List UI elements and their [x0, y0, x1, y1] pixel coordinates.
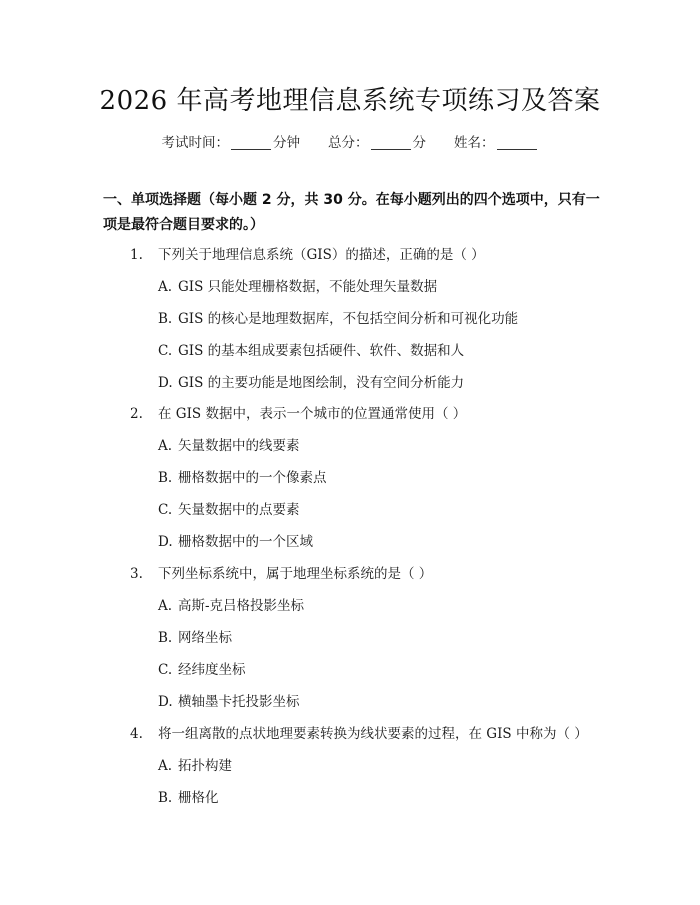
question-1-option-c [158, 339, 464, 359]
student-name-field [454, 131, 539, 151]
question-text: 下列关于地理信息系统（GIS）的描述，正确的是（ ） [158, 247, 485, 263]
exam-time-label: 考试时间： [161, 135, 229, 151]
question-2-option-a [158, 434, 300, 454]
student-name-label: 姓名： [454, 135, 495, 151]
exam-time-unit: 分钟 [273, 135, 300, 151]
total-score-blank [371, 135, 411, 150]
option-letter: D. [158, 534, 173, 550]
option-letter: B. [158, 790, 173, 806]
option-letter: D. [158, 375, 173, 391]
question-2-option-c [158, 498, 300, 518]
option-letter: A. [158, 438, 173, 454]
question-number: 3. [130, 566, 143, 582]
section-heading: 一、单项选择题（每小题 2 分，共 30 分。在每小题列出的四个选项中，只有一项是最符合题目要求的。） [103, 192, 600, 233]
question-3-option-a [158, 594, 304, 614]
exam-time-blank [231, 135, 271, 150]
option-letter: C. [158, 343, 173, 359]
option-letter: C. [158, 502, 173, 518]
exam-meta-row [0, 131, 700, 151]
question-3-option-b [158, 626, 232, 646]
option-letter: A. [158, 598, 173, 614]
question-text: 在 GIS 数据中，表示一个城市的位置通常使用（ ） [158, 406, 467, 422]
option-text: 拓扑构建 [178, 758, 232, 774]
total-score-field [328, 131, 426, 151]
option-text: 经纬度坐标 [178, 662, 246, 678]
question-4-option-a [158, 754, 232, 774]
option-text: 栅格数据中的一个像素点 [178, 470, 327, 486]
question-2-option-d [158, 530, 313, 550]
option-letter: B. [158, 470, 173, 486]
question-number: 2. [130, 406, 143, 422]
page-title: 2026 年高考地理信息系统专项练习及答案 [99, 86, 601, 116]
question-text: 将一组离散的点状地理要素转换为线状要素的过程，在 GIS 中称为（ ） [158, 726, 588, 742]
option-letter: C. [158, 662, 173, 678]
question-4-option-b [158, 786, 219, 806]
option-text: GIS 的核心是地理数据库，不包括空间分析和可视化功能 [178, 311, 519, 327]
option-text: 栅格数据中的一个区域 [178, 534, 313, 550]
option-letter: B. [158, 630, 173, 646]
option-text: 网络坐标 [178, 630, 232, 646]
option-text: 横轴墨卡托投影坐标 [178, 694, 300, 710]
question-2 [130, 402, 466, 422]
question-3-option-d [158, 690, 300, 710]
question-text: 下列坐标系统中，属于地理坐标系统的是（ ） [158, 566, 433, 582]
option-text: 高斯-克吕格投影坐标 [178, 598, 305, 614]
question-3 [130, 562, 432, 582]
question-2-option-b [158, 466, 327, 486]
option-text: 矢量数据中的线要素 [178, 438, 300, 454]
question-1 [130, 243, 485, 263]
option-letter: A. [158, 758, 173, 774]
question-1-option-b [158, 307, 518, 327]
total-score-unit: 分 [412, 135, 426, 151]
question-3-option-c [158, 658, 246, 678]
option-text: GIS 的主要功能是地图绘制，没有空间分析能力 [178, 375, 465, 391]
option-text: GIS 的基本组成要素包括硬件、软件、数据和人 [178, 343, 465, 359]
option-letter: A. [158, 279, 173, 295]
student-name-blank [497, 135, 537, 150]
option-text: 栅格化 [178, 790, 219, 806]
question-4 [130, 722, 588, 742]
question-number: 1. [130, 247, 143, 263]
option-letter: B. [158, 311, 173, 327]
option-text: 矢量数据中的点要素 [178, 502, 300, 518]
total-score-label: 总分： [328, 135, 369, 151]
question-1-option-a [158, 275, 437, 295]
question-1-option-d [158, 371, 464, 391]
exam-time-field [162, 131, 301, 151]
option-letter: D. [158, 694, 173, 710]
question-number: 4. [130, 726, 143, 742]
option-text: GIS 只能处理栅格数据，不能处理矢量数据 [178, 279, 438, 295]
